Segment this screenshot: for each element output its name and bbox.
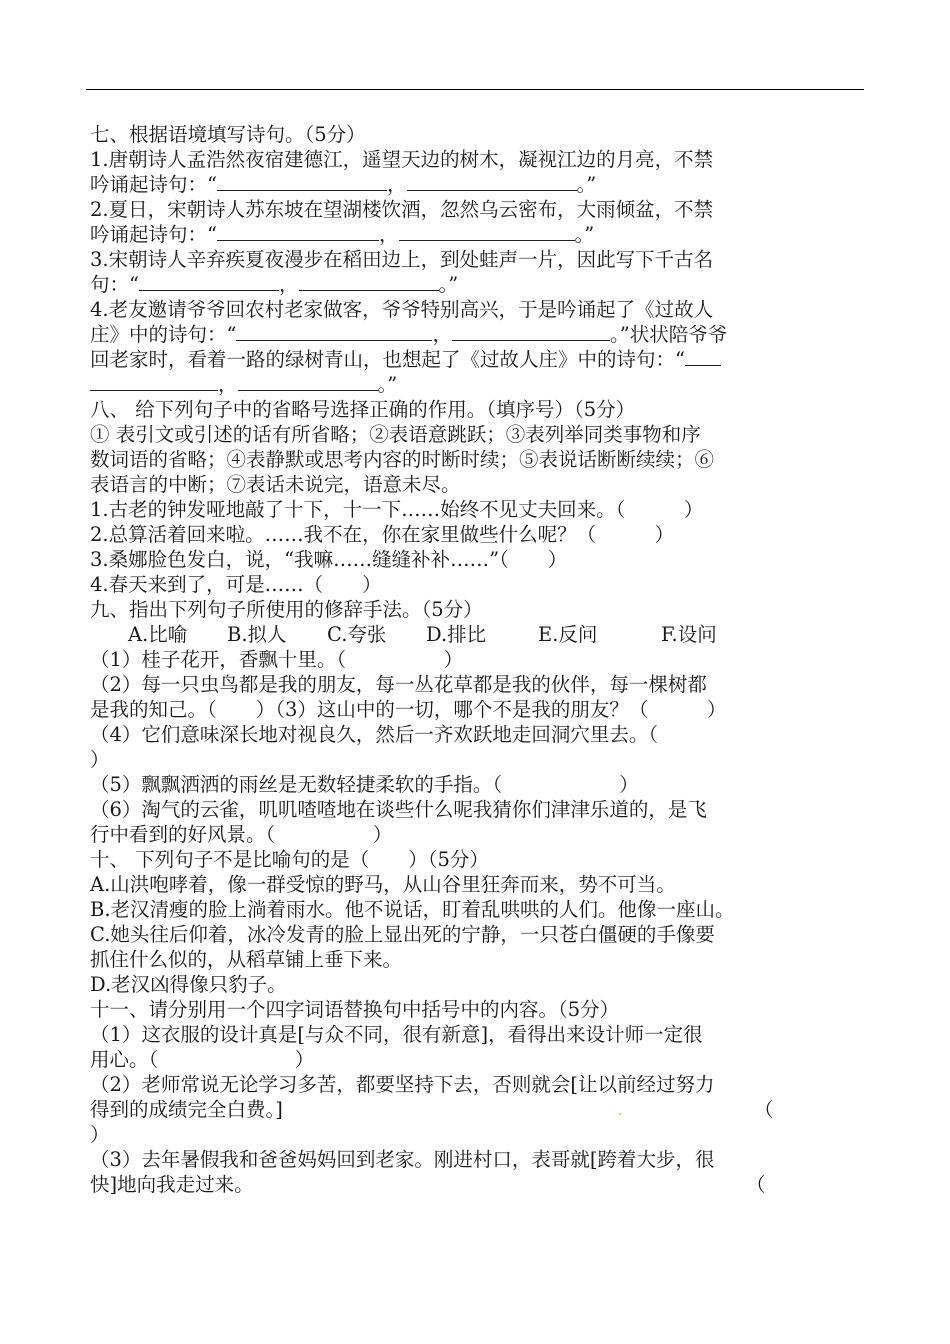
answer-blank[interactable] bbox=[452, 322, 610, 341]
answer-blank[interactable] bbox=[685, 347, 721, 366]
s8-question-4: 4.春天来到了，可是……（ ） bbox=[90, 573, 382, 596]
option-d: D.排比 bbox=[426, 623, 487, 646]
quote-end: 。” bbox=[377, 373, 398, 396]
s8-question-3: 3.桑娜脸色发白，说，“我嘛……缝缝补补……”（ ） bbox=[90, 548, 568, 571]
s11-item-1-line2: 用心。（ ） bbox=[90, 1048, 315, 1071]
s11-item-3-line1: （3）去年暑假我和爸爸妈妈回到老家。刚进村口，表哥就[跨着大步，很 bbox=[90, 1148, 715, 1171]
answer-blank[interactable] bbox=[238, 372, 378, 391]
s9-item-5: （5）飘飘洒洒的雨丝是无数轻捷柔软的手指。（ ） bbox=[90, 773, 639, 796]
s10-option-d: D.老汉凶得像只豹子。 bbox=[90, 973, 287, 996]
s8-rule-line2: 数词语的省略；④表静默或思考内容的时断时续；⑤表说话断断续续；⑥ bbox=[90, 448, 715, 471]
quote-end: 。” bbox=[438, 273, 459, 296]
answer-blank[interactable] bbox=[90, 372, 218, 391]
s7-q4-line1: 4.老友邀请爷爷回农村老家做客，爷爷特别高兴，于是吟诵起了《过故人 bbox=[90, 298, 714, 321]
comma: ， bbox=[218, 373, 238, 396]
s11-item-2-line3: ） bbox=[90, 1123, 110, 1146]
option-c: C.夸张 bbox=[327, 623, 387, 646]
s7-q3-line1: 3.宋朝诗人辛弃疾夏夜漫步在稻田边上，到处蛙声一片，因此写下千古名 bbox=[90, 248, 714, 271]
s7-q3-line2 bbox=[90, 272, 815, 297]
s7-q2-line2 bbox=[90, 222, 815, 247]
s9-options bbox=[90, 622, 815, 647]
option-a: A.比喻 bbox=[128, 623, 188, 646]
comma: ， bbox=[378, 223, 399, 246]
section-9-title: 九、指出下列句子所使用的修辞手法。（5分） bbox=[90, 598, 483, 621]
s11-item-2-text: 得到的成绩完全白费。] bbox=[90, 1098, 283, 1121]
quote-end: 。” bbox=[574, 223, 595, 246]
s8-rule-line1: ① 表引文或引述的话有所省略；②表语意跳跃；③表列举同类事物和序 bbox=[90, 423, 701, 446]
quote-end-continued: 。”状状陪爷爷 bbox=[610, 323, 728, 346]
s7-q1-line2 bbox=[90, 172, 815, 197]
header-rule bbox=[86, 89, 864, 90]
answer-blank[interactable] bbox=[217, 222, 379, 241]
s7-q4-prefix: 庄》中的诗句：“ bbox=[90, 323, 237, 346]
s11-item-2-line2 bbox=[90, 1097, 815, 1122]
s7-q2-line1: 2.夏日，宋朝诗人苏东坡在望湖楼饮酒，忽然乌云密布，大雨倾盆，不禁 bbox=[90, 198, 714, 221]
s9-item-6-line2: 行中看到的好风景。（ ） bbox=[90, 823, 393, 846]
s10-option-a: A.山洪咆哮着，像一群受惊的野马，从山谷里狂奔而来，势不可当。 bbox=[90, 873, 676, 896]
answer-blank[interactable] bbox=[139, 272, 279, 291]
comma: ， bbox=[386, 173, 407, 196]
s10-option-c-line2: 抓住什么似的，从稻草铺上垂下来。 bbox=[90, 948, 403, 971]
answer-blank[interactable] bbox=[299, 272, 439, 291]
s8-question-2: 2.总算活着回来啦。……我不在，你在家里做些什么呢？（ ） bbox=[90, 523, 675, 546]
section-7-title: 七、根据语境填写诗句。（5分） bbox=[90, 123, 366, 146]
option-f: F.设问 bbox=[661, 623, 717, 646]
s11-item-1-line1: （1）这衣服的设计真是[与众不同，很有新意]，看得出来设计师一定很 bbox=[90, 1023, 703, 1046]
s7-q4-line2 bbox=[90, 322, 815, 347]
s7-q4-line3 bbox=[90, 347, 815, 372]
section-10-title: 十、 下列句子不是比喻句的是（ ）（5分） bbox=[90, 848, 489, 871]
s9-item-2-line2: 是我的知己。（ ）（3）这山中的一切，哪个不是我的朋友？（ ） bbox=[90, 698, 727, 721]
answer-paren-open: （ bbox=[754, 1098, 774, 1121]
s7-q1-prefix: 吟诵起诗句：“ bbox=[90, 173, 217, 196]
s11-item-3-line2 bbox=[90, 1172, 815, 1197]
s11-item-2-line1: （2）老师常说无论学习多苦，都要坚持下去，否则就会[让以前经过努力 bbox=[90, 1073, 715, 1096]
comma: ， bbox=[278, 273, 299, 296]
comma: ， bbox=[432, 323, 452, 346]
s7-q4-text: 回老家时，看着一路的绿树青山，也想起了《过故人庄》中的诗句：“ bbox=[90, 348, 685, 371]
s9-item-4-line2: ） bbox=[90, 748, 110, 771]
s7-q3-prefix: 句：“ bbox=[90, 273, 139, 296]
worksheet bbox=[90, 122, 815, 1197]
section-11-title: 十一、请分别用一个四字词语替换句中括号中的内容。（5分） bbox=[90, 998, 620, 1021]
s7-q1-line1: 1.唐朝诗人孟浩然夜宿建德江，遥望天边的树木，凝视江边的月亮，不禁 bbox=[90, 148, 714, 171]
answer-blank[interactable] bbox=[236, 322, 432, 341]
s11-item-3-text: 快]地向我走过来。 bbox=[90, 1173, 254, 1196]
quote-end: 。” bbox=[576, 173, 597, 196]
answer-blank[interactable] bbox=[399, 222, 575, 241]
s9-item-4-line1: （4）它们意味深长地对视良久，然后一齐欢跃地走回洞穴里去。（ bbox=[90, 723, 659, 746]
s8-question-1: 1.古老的钟发哑地敲了十下，十一下……始终不见丈夫回来。（ ） bbox=[90, 498, 704, 521]
answer-blank[interactable] bbox=[407, 172, 577, 191]
s8-rule-line3: 表语言的中断；⑦表话未说完，语意未尽。 bbox=[90, 473, 461, 496]
option-b: B.拟人 bbox=[227, 623, 287, 646]
s9-item-2-line1: （2）每一只虫鸟都是我的朋友，每一丛花草都是我的伙伴，每一棵树都 bbox=[90, 673, 707, 696]
s9-item-1: （1）桂子花开，香飘十里。（ ） bbox=[90, 648, 464, 671]
s7-q4-line4 bbox=[90, 372, 815, 397]
s10-option-b: B.老汉清瘦的脸上淌着雨水。他不说话，盯着乱哄哄的人们。他像一座山。 bbox=[90, 898, 735, 921]
section-8-title: 八、 给下列句子中的省略号选择正确的作用。（填序号）（5分） bbox=[90, 398, 636, 421]
answer-blank[interactable] bbox=[217, 172, 387, 191]
s7-q2-prefix: 吟诵起诗句：“ bbox=[90, 223, 217, 246]
s10-option-c-line1: C.她头往后仰着，冰冷发青的脸上显出死的宁静，一只苍白僵硬的手像要 bbox=[90, 923, 715, 946]
option-e: E.反问 bbox=[538, 623, 598, 646]
s9-item-6-line1: （6）淘气的云雀，叽叽喳喳地在谈些什么呢我猜你们津津乐道的，是飞 bbox=[90, 798, 707, 821]
stray-dot-mark: . bbox=[618, 1103, 623, 1119]
answer-paren-open: （ bbox=[746, 1173, 766, 1196]
